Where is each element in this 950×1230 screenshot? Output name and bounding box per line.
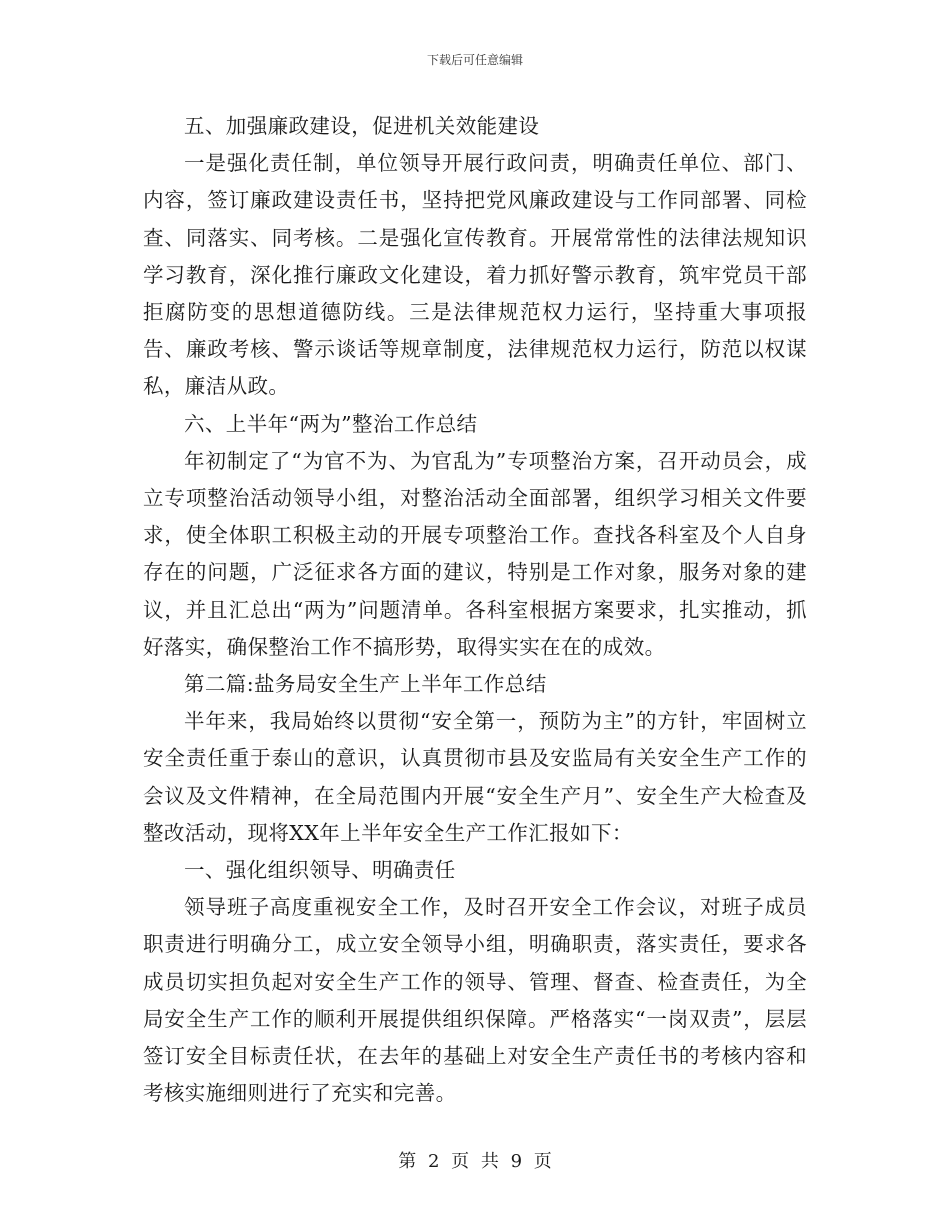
body-paragraph: 半年来，我局始终以贯彻“安全第一，预防为主”的方针，牢固树立安全责任重于泰山的意识，认真贯彻市县及安监局有关安全生产工作的会议及文件精神，在全局范围内开展“安全生产月”、安全生产大检查及整改活动，现将XX年上半年安全生产工作汇报如下： (143, 709, 807, 845)
page-header-note: 下载后可任意编辑 (426, 53, 523, 67)
body-paragraph: 一是强化责任制，单位领导开展行政问责，明确责任单位、部门、内容，签订廉政建设责任书，坚持把党风廉政建设与工作同部署、同检查、同落实、同考核。二是强化宣传教育。开展常常性的法律法规知识学习教育，深化推行廉政文化建设，着力抓好警示教育，筑牢党员干部拒腐防变的思想道德防线。三是法律规范权力运行，坚持重大事项报告、廉政考核、警示谈话等规章制度，法律规范权力运行，防范以权谋私，廉洁从政。 (143, 151, 807, 399)
body-paragraph: 领导班子高度重视安全工作，及时召开安全工作会议，对班子成员职责进行明确分工，成立安全领导小组，明确职责，落实责任，要求各成员切实担负起对安全生产工作的领导、管理、督查、检查责任，为全局安全生产工作的顺利开展提供组织保障。严格落实“一岗双责”，层层签订安全目标责任状，在去年的基础上对安全生产责任书的考核内容和考核实施细则进行了充实和完善。 (143, 895, 807, 1106)
section-heading: 五、加强廉政建设，促进机关效能建设 (184, 114, 540, 138)
document-body (143, 108, 807, 1112)
section-heading: 六、上半年“两为”整治工作总结 (184, 411, 478, 436)
page-number: 第 2 页 共 9 页 (398, 1151, 552, 1172)
chapter-heading: 第二篇:盐务局安全生产上半年工作总结 (184, 672, 547, 697)
body-paragraph: 年初制定了“为官不为、为官乱为”专项整治方案，召开动员会，成立专项整治活动领导小组，对整治活动全面部署，组织学习相关文件要求，使全体职工积极主动的开展专项整治工作。查找各科室及个人自身存在的问题，广泛征求各方面的建议，特别是工作对象，服务对象的建议，并且汇总出“两为”问题清单。各科室根据方案要求，扎实推动，抓好落实，确保整治工作不搞形势，取得实实在在的成效。 (143, 448, 807, 659)
section-heading: 一、强化组织领导、明确责任 (184, 858, 456, 883)
